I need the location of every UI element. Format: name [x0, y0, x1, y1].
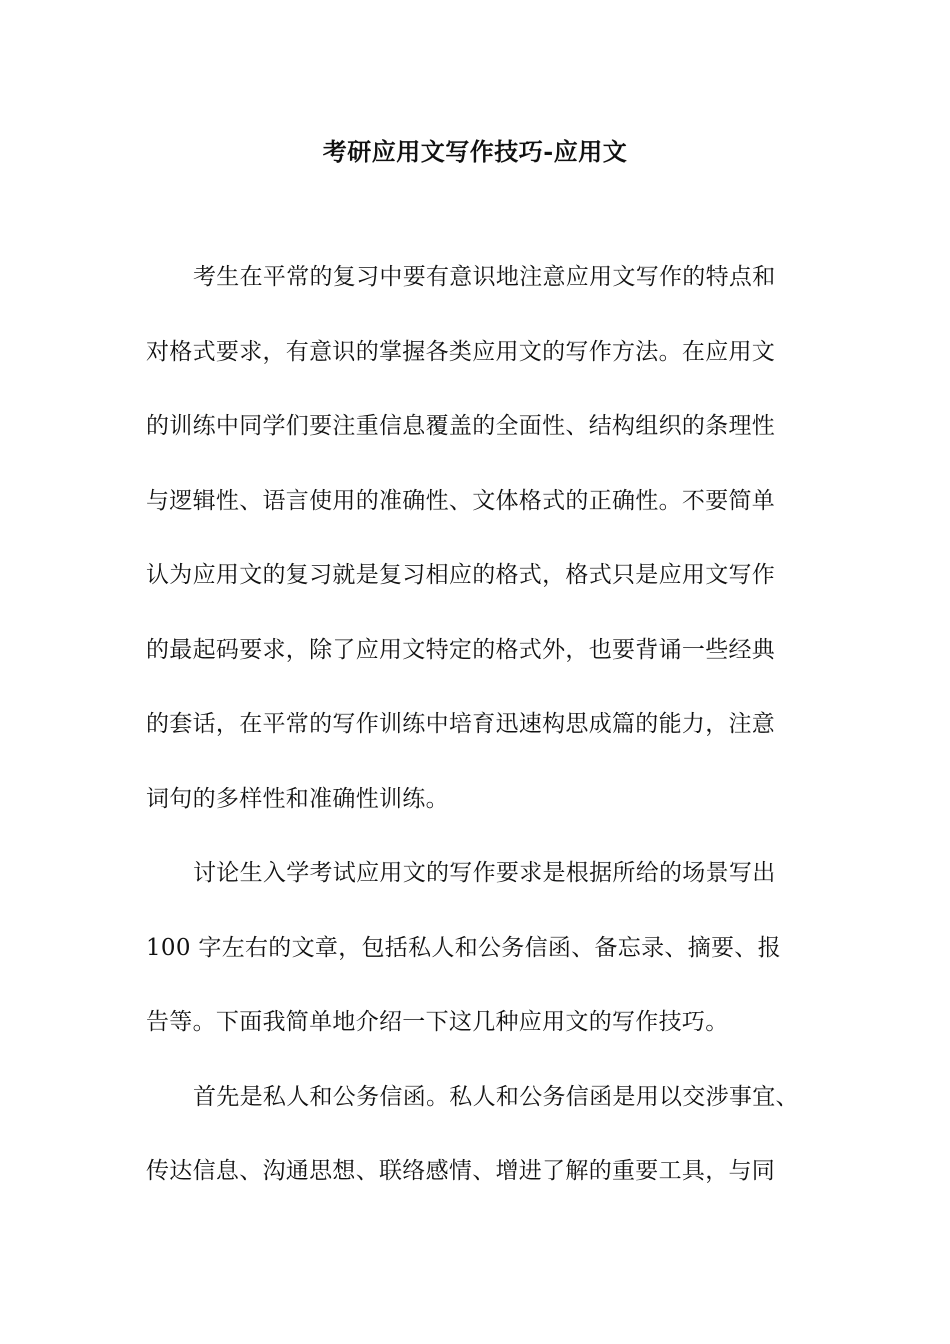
- paragraph-line: 对格式要求，有意识的掌握各类应用文的写作方法。在应用文: [146, 338, 776, 365]
- paragraph-line: 100 字左右的文章，包括私人和公务信函、备忘录、摘要、报: [146, 934, 781, 961]
- paragraph-line: 告等。下面我简单地介绍一下这几种应用文的写作技巧。: [146, 1009, 729, 1035]
- paragraph-line: 的训练中同学们要注重信息覆盖的全面性、结构组织的条理性: [146, 413, 776, 439]
- document-title: 考研应用文写作技巧-应用文: [322, 137, 628, 166]
- paragraph-line: 的套话，在平常的写作训练中培育迅速构思成篇的能力，注意: [146, 711, 776, 737]
- paragraph-line: 的最起码要求，除了应用文特定的格式外，也要背诵一些经典: [146, 636, 776, 663]
- paragraph-line: 传达信息、沟通思想、联络感情、增进了解的重要工具，与同: [146, 1158, 776, 1184]
- paragraph-line: 首先是私人和公务信函。私人和公务信函是用以交涉事宜、: [193, 1083, 799, 1110]
- document-body: [146, 255, 826, 1224]
- paragraph-line: 与逻辑性、语言使用的准确性、文体格式的正确性。不要简单: [146, 487, 776, 514]
- paragraph-line: 词句的多样性和准确性训练。: [146, 785, 449, 812]
- paragraph-line: 认为应用文的复习就是复习相应的格式，格式只是应用文写作: [146, 562, 776, 588]
- paragraph-line: 考生在平常的复习中要有意识地注意应用文写作的特点和: [193, 264, 776, 290]
- paragraph-line: 讨论生入学考试应用文的写作要求是根据所给的场景写出: [193, 860, 776, 886]
